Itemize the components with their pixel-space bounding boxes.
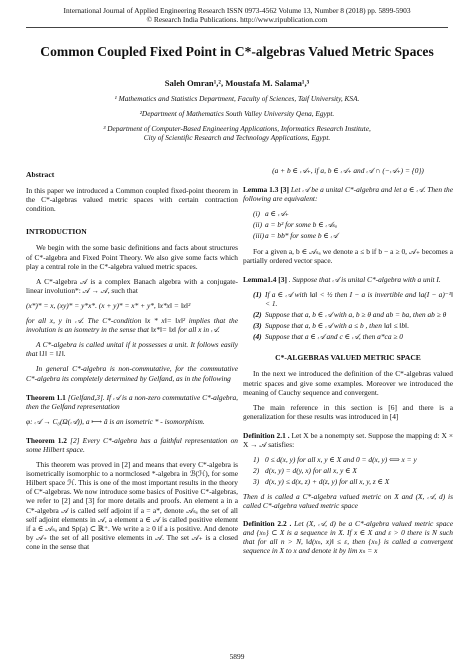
header-rule (26, 27, 448, 28)
section-2-paragraph-2: The main reference in this section is [6] and there is a generalization for these results was introduced in [4] (243, 402, 453, 421)
lemma-1-4-text: . Suppose that 𝒜 is unital C*-algebra with a unit I. (288, 274, 441, 284)
definition-2-1-label: Definition 2.1 . (243, 430, 290, 440)
list-item: 1) 0 ≤ d(x, y) for all x, y ∈ X and 0 = d(x, y) ⟺ x = y (253, 455, 417, 465)
journal-header-line1: International Journal of Applied Engineering Research ISSN 0973-4562 Volume 13, Number 8 (2018) pp. 5899-5903 (63, 6, 411, 15)
intro-paragraph-4: A C*-algebra is called unital if it possesses a unit. It follows easily that ‖1‖ = ‖1‖. (26, 340, 238, 359)
abstract-heading: Abstract (26, 170, 55, 179)
lemma-1-3-list (243, 209, 453, 240)
affiliation-1: ¹ Mathematics and Statistics Department, Faculty of Sciences, Taif University, KSA. (114, 94, 360, 103)
list-item: (3) Suppose that a, b ∈ 𝒜 with a ≤ b , then ‖a‖ ≤ ‖b‖. (253, 321, 410, 331)
theorem-1-2 (26, 436, 238, 454)
lemma-1-4-list (243, 290, 453, 341)
page-number: 5899 (229, 652, 245, 661)
list-item: (i) a ∈ 𝒜₊ (253, 209, 289, 219)
intro-paragraph-5: In general C*-algebra is non-commutative, for the commutative C*-algebra its completely determined by Gelfand, as in the following (26, 364, 238, 383)
definition-2-1-list (243, 455, 453, 486)
lemma-1-4-label: Lemma1.4 [3] (243, 274, 287, 284)
list-item: (1) If a ∈ 𝒜 with ‖a‖ < ½ then I − a is invertible and ‖a(I − a)⁻¹‖ < 1. (253, 289, 453, 308)
definition-2-1 (243, 431, 453, 449)
intro-paragraph-3: for all x, y in 𝒜. The C*-condition ‖x * x‖= ‖x‖² implies that the involution is an isometry in the sense that ‖x*‖= ‖x‖ for all x in 𝒜. (26, 316, 238, 335)
author-list: Saleh Omran¹,², Moustafa M. Salama¹,³ (164, 78, 310, 88)
theorem-1-1-text: [Gelfand,3]. If 𝒜 is a non-zero commutative C*-algebra, then the Gelfand representation (26, 392, 238, 411)
section-2-heading: C*-ALGEBRAS VALUED METRIC SPACE (275, 353, 421, 363)
section-2-paragraph-1: In the next we introduced the definition of the C*-algebras valued metric spaces and give some examples. Moreover we introduced the meaning of Cauchy sequence and convergent. (243, 369, 453, 397)
list-item: (2) Suppose that a, b ∈ 𝒜 with a, b ≥ θ and ab = ba, then ab ≥ θ (253, 310, 447, 320)
gelfand-formula: φ: 𝒜 → C₀(Ω(𝒜)), a ⟼ â is an isometric * - isomorphism. (26, 416, 205, 426)
definition-2-2-label: Definition 2.2 . (243, 518, 292, 528)
left-column (26, 166, 238, 557)
list-item: 2) d(x, y) = d(y, x) for all x, y ∈ X (253, 466, 357, 476)
abstract-text: In this paper we introduced a Common coupled fixed-point theorem in the C*-algebras valued metric spaces with certain contraction condition. (26, 186, 238, 214)
involution-formula: (x*)* = x, (xy)* = y*x*. (x + y)* = x* + y*, ‖x*x‖ = ‖x‖² (26, 300, 191, 310)
theorem-1-1 (26, 393, 238, 411)
theorem-1-2-label: Theorem 1.2 (26, 435, 67, 445)
intro-paragraph-6: This theorem was proved in [2] and means that every C*-algebra is isometrically isomorphic to a normclosed *-algebra in ℬ(ℋ), for some Hilbert space ℋ. This is one of the most important results in the theory of C*-algebras. We now introduce some basics of Positive C*-algebras, we refer to [2] and [3] for more details and proofs. An element a in a C*-algebra 𝒜 is called self adjoint if a = a*, denote 𝒜ₛₐ the set of all self adjoint elements in 𝒜, a element a ∈ 𝒜 is called positive element if a ∈ 𝒜ₛₐ and Sp(a) ⊂ ℝ⁺. We write a ≥ 0 if a is positive. And denote by 𝒜₊ the set of all positive elements in 𝒜. The set 𝒜₊ is a closed cone in the sense that (26, 460, 238, 551)
list-item: 3) d(x, y) ≤ d(x, z) + d(z, y) for all x, y, z ∈ X (253, 477, 390, 487)
journal-header-line2: © Research India Publications. http://www.ripublication.com (146, 15, 328, 24)
list-item: (4) Suppose that a ∈ 𝒜 and c ∈ 𝒜, then a*ca ≥ 0 (253, 332, 403, 342)
affiliation-3a: ³ Department of Computer-Based Engineering Applications, Informatics Research Institute, (103, 124, 371, 133)
right-column (243, 166, 453, 561)
journal-header (0, 6, 474, 24)
intro-paragraph-1: We begin with the some basic definitions and facts about structures of C*-algebra and Fixed Point Theory. We also give some facts which play a central role in the C*-algebra valued metric spaces. (26, 243, 238, 271)
list-item: (iii)a = bb* for some b ∈ 𝒜 (253, 231, 338, 241)
list-item: (ii) a = b² for some b ∈ 𝒜ₛₐ (253, 220, 338, 230)
affiliation-3b: City of Scientific Research and Technology Applications, Egypt. (143, 133, 331, 142)
definition-2-1-text: Let X be a nonempty set. Suppose the mapping d: X × X → 𝒜 satisfies: (243, 430, 453, 449)
introduction-heading: INTRODUCTION (26, 227, 87, 237)
affiliation-2: ²Department of Mathematics South Valley University Qena, Egypt. (139, 109, 335, 118)
definition-2-2 (243, 519, 453, 555)
theorem-1-1-label: Theorem 1.1 (26, 392, 66, 402)
lemma-1-4 (243, 275, 453, 284)
ordering-paragraph: For a given a, b ∈ 𝒜ₛₐ we denote a ≤ b if b − a ≥ 0, 𝒜₊ becomes a partially ordered vector space. (243, 246, 453, 265)
definition-2-1-conclusion: Then d is called a C*-algebra valued metric on X and (X, 𝒜, d) is called C*-algebra valued metric space (243, 492, 453, 511)
lemma-1-3-label: Lemma 1.3 [3] (243, 185, 289, 195)
intro-paragraph-2: A C*-algebra 𝒜 is a complex Banach algebra with a conjugate-linear involution*: 𝒜 → 𝒜, such that (26, 276, 238, 295)
theorem-1-2-text: [2] Every C*-algebra has a faithful representation on some Hilbert space. (26, 435, 239, 454)
lemma-1-3-text: Let 𝒜 be a unital C*-algebra and let a ∈ 𝒜. Then the following are equivalent: (243, 185, 453, 204)
paper-title: Common Coupled Fixed Point in C*-algebras Valued Metric Spaces (40, 44, 434, 59)
cone-formula: (a + b ∈ 𝒜₊, if a, b ∈ 𝒜₊ and 𝒜 ∩ (−𝒜₊) = {0}) (272, 166, 424, 175)
lemma-1-3 (243, 185, 453, 203)
definition-2-2-text: Let (X, 𝒜, d) be a C*-algebra valued metric space and {xₙ} ⊂ X is a sequence in X. If x ∈ X and ε > 0 there is N such that for all n > N, ‖d(xₙ, x)‖ ≤ ε, then {xₙ} is called a convergent sequence in X to x and denote it by lim xₙ = x (243, 518, 453, 555)
